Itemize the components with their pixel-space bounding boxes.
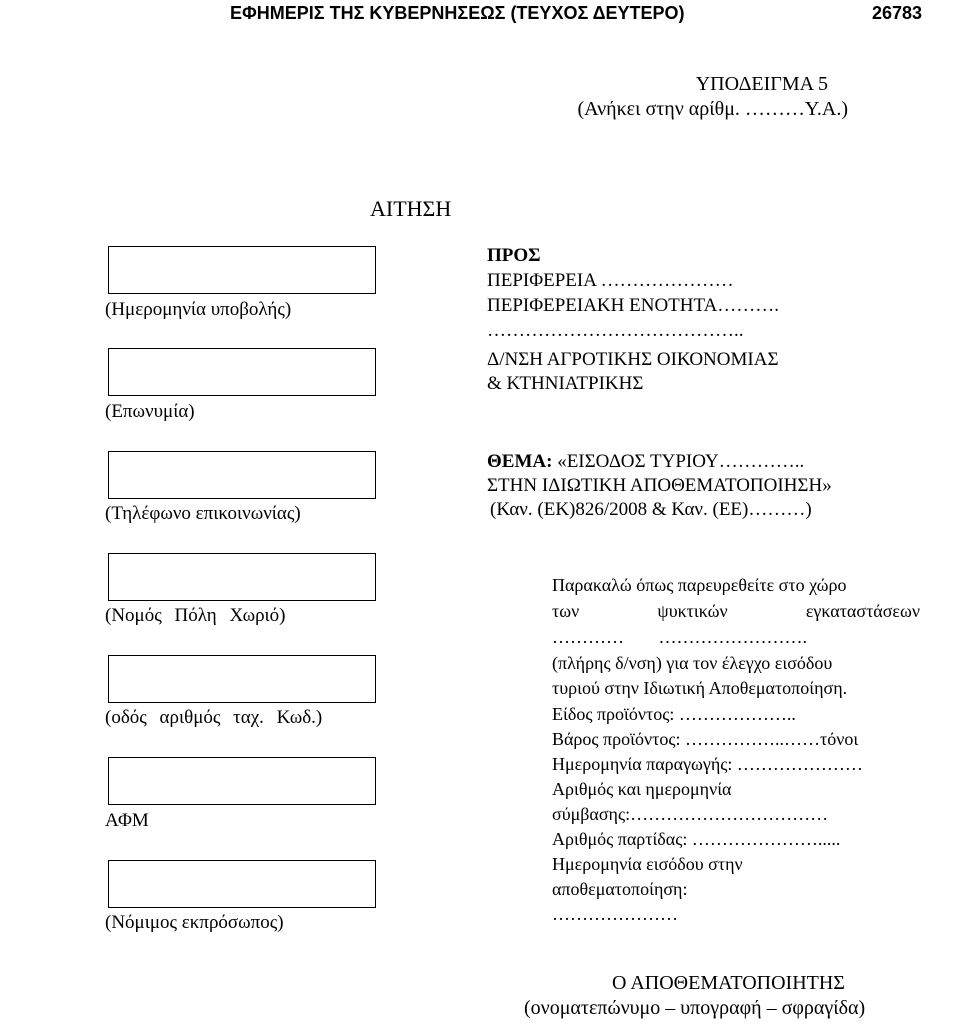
submission-date-label: (Ημερομηνία υποβολής) bbox=[105, 299, 292, 320]
body-line-5: τυριού στην Ιδιωτική Αποθεματοποίηση. bbox=[552, 678, 848, 698]
subject-text: «ΕΙΣΟΔΟΣ ΤΥΡΙΟΥ………….. bbox=[552, 451, 805, 472]
subject-label: ΘΕΜΑ: bbox=[487, 451, 553, 472]
address-field[interactable] bbox=[108, 655, 376, 703]
signature-subtitle: (ονοματεπώνυμο – υπογραφή – σφραγίδα) bbox=[524, 997, 866, 1019]
subject-line-1 bbox=[487, 451, 804, 473]
subject-line-2: ΣΤΗΝ ΙΔΙΩΤΙΚΗ ΑΠΟΘΕΜΑΤΟΠΟΙΗΣΗ» bbox=[487, 475, 832, 496]
recipient-region: ΠΕΡΙΦΕΡΕΙΑ ………………… bbox=[487, 270, 734, 291]
batch-number-line: Αριθμός παρτίδας: …………………..... bbox=[552, 829, 841, 849]
recipient-directorate: Δ/ΝΣΗ ΑΓΡΟΤΙΚΗΣ ΟΙΚΟΝΟΜΙΑΣ bbox=[487, 349, 779, 370]
storage-entry-line-2: αποθεματοποίηση: bbox=[552, 879, 688, 899]
legal-representative-label: (Νόμιμος εκπρόσωπος) bbox=[105, 912, 284, 933]
submission-date-field[interactable] bbox=[108, 246, 376, 294]
phone-label: (Τηλέφωνο επικοινωνίας) bbox=[105, 503, 301, 524]
form-title: ΑΙΤΗΣΗ bbox=[370, 196, 452, 221]
production-date-line: Ημερομηνία παραγωγής: ………………… bbox=[552, 754, 863, 774]
page-number: 26783 bbox=[872, 3, 923, 23]
recipient-regional-unit: ΠΕΡΙΦΕΡΕΙΑΚΗ ΕΝΟΤΗΤΑ………. bbox=[487, 295, 780, 316]
recipient-dots: ………………………………….. bbox=[487, 320, 744, 341]
subject-line-3: (Καν. (ΕΚ)826/2008 & Καν. (ΕΕ)………) bbox=[490, 499, 812, 520]
legal-representative-field[interactable] bbox=[108, 860, 376, 908]
model-subtitle: (Ανήκει στην αρίθμ. ………Υ.Α.) bbox=[577, 98, 848, 120]
product-weight-line: Βάρος προϊόντος: ……………..……τόνοι bbox=[552, 729, 859, 749]
address-label: (οδός αριθμός ταχ. Κωδ.) bbox=[105, 707, 323, 728]
storage-entry-line-1: Ημερομηνία εισόδου στην bbox=[552, 854, 743, 874]
location-label: (Νομός Πόλη Χωριό) bbox=[105, 605, 286, 626]
company-name-label: (Επωνυμία) bbox=[105, 401, 195, 422]
recipient-directorate-2: & ΚΤΗΝΙΑΤΡΙΚΗΣ bbox=[487, 373, 644, 394]
phone-field[interactable] bbox=[108, 451, 376, 499]
company-name-field[interactable] bbox=[108, 348, 376, 396]
body-line-3: ………… ……………………. bbox=[552, 627, 807, 647]
storage-entry-dots: ………………… bbox=[552, 904, 678, 924]
model-title: ΥΠΟΔΕΙΓΜΑ 5 bbox=[695, 73, 828, 95]
signature-title: Ο ΑΠΟΘΕΜΑΤΟΠΟΙΗΤΗΣ bbox=[612, 972, 845, 994]
gazette-header: ΕΦΗΜΕΡΙΣ ΤΗΣ ΚΥΒΕΡΝΗΣΕΩΣ (ΤΕΥΧΟΣ ΔΕΥΤΕΡΟ) bbox=[230, 3, 685, 23]
product-type-line: Είδος προϊόντος: ……………….. bbox=[552, 704, 796, 724]
tax-id-field[interactable] bbox=[108, 757, 376, 805]
contract-number-line-2: σύμβασης:…………………………… bbox=[552, 804, 829, 824]
location-field[interactable] bbox=[108, 553, 376, 601]
body-line-4: (πλήρης δ/νση) για τον έλεγχο εισόδου bbox=[552, 653, 833, 673]
body-line-2: των ψυκτικών εγκαταστάσεων bbox=[552, 601, 920, 621]
recipient-to: ΠΡΟΣ bbox=[487, 245, 541, 266]
contract-number-line-1: Αριθμός και ημερομηνία bbox=[552, 779, 732, 799]
body-line-1: Παρακαλώ όπως παρευρεθείτε στο χώρο bbox=[552, 575, 847, 595]
tax-id-label: ΑΦΜ bbox=[105, 810, 149, 831]
